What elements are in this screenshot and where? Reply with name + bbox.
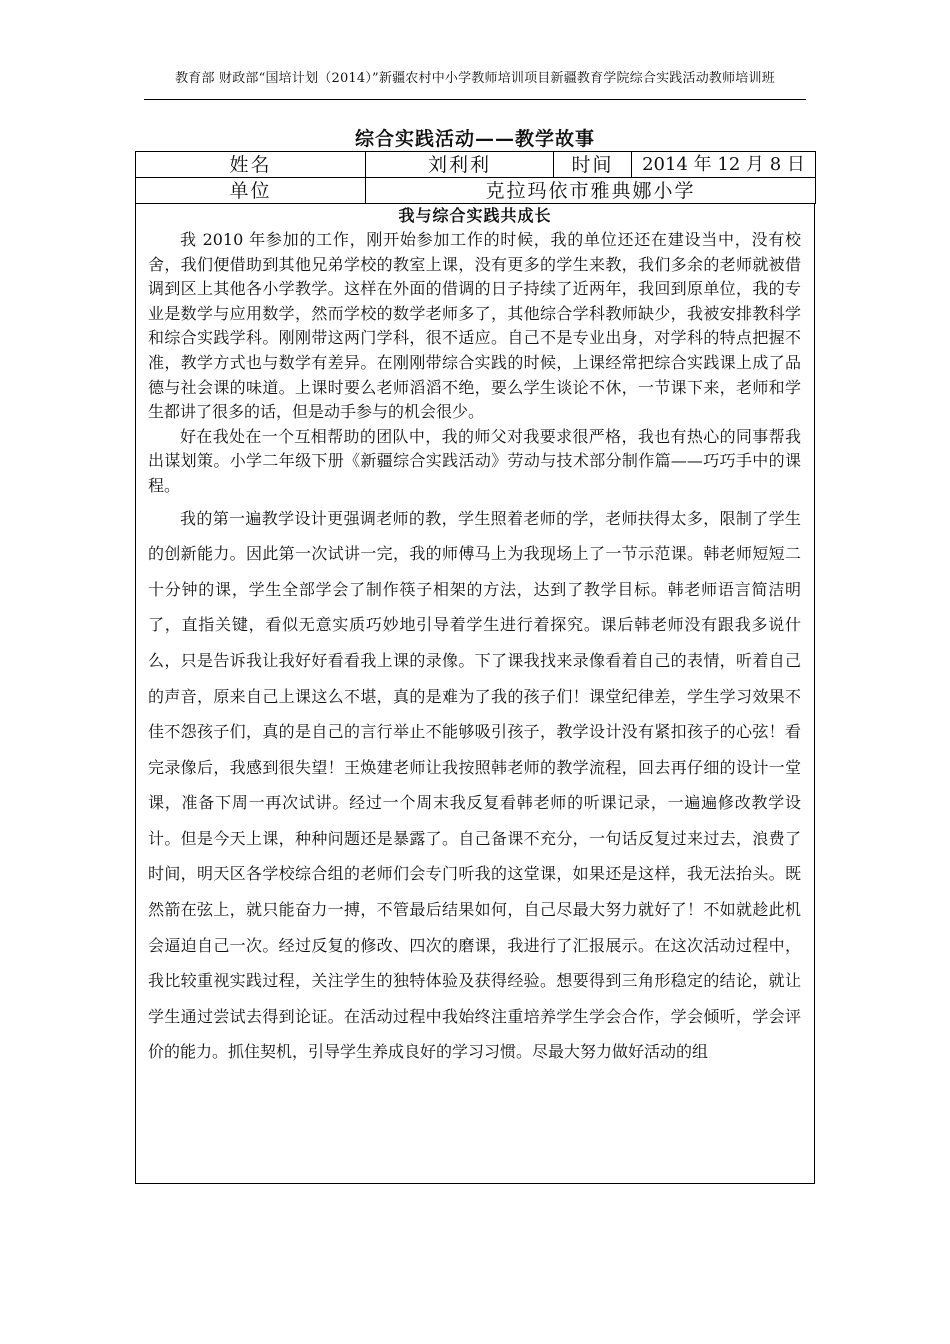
time-value: 2014 年 12 月 8 日 <box>632 152 816 178</box>
story-paragraph: 我的第一遍教学设计更强调老师的教，学生照着老师的学，老师扶得太多，限制了学生的创新能力。因此第一次试讲一完，我的师傅马上为我现场上了一节示范课。韩老师短短二十分钟的课，学生全部学会了制作筷子相架的方法，达到了教学目标。韩老师语言简洁明了，直指关键，看似无意实质巧妙地引导着学生进行着探究。课后韩老师没有跟我多说什么，只是告诉我让我好好看看我上课的录像。下了课我找来录像看着自己的表情，听着自己的声音，原来自己上课这么不堪，真的是难为了我的孩子们！课堂纪律差，学生学习效果不佳不怨孩子们，真的是自己的言行举止不能够吸引孩子，教学设计没有紧扣孩子的心弦！看完录像后，我感到很失望！王焕建老师让我按照韩老师的教学流程，回去再仔细的设计一堂课，准备下周一再次试讲。经过一个周末我反复看韩老师的听课记录，一遍遍修改教学设计。但是今天上课，种种问题还是暴露了。自己备课不充分，一句话反复过来过去，浪费了时间，明天区各学校综合组的老师们会专门听我的这堂课，如果还是这样，我无法抬头。既然箭在弦上，就只能奋力一搏，不管最后结果如何，自己尽最大努力就好了！不如就趁此机会逼迫自己一次。经过反复的修改、四次的磨课，我进行了汇报展示。在这次活动过程中，我比较重视实践过程，关注学生的独特体验及获得经验。想要得到三角形稳定的结论，就让学生通过尝试去得到论证。在活动过程中我始终注重培养学生学会合作，学会倾听，学会评价的能力。抓住契机，引导学生养成良好的学习习惯。尽最大努力做好活动的组 <box>148 508 801 1062</box>
info-row-name <box>136 152 816 178</box>
story-paragraph: 好在我处在一个互相帮助的团队中，我的师父对我要求很严格，我也有热心的同事帮我出谋划策。小学二年级下册《新疆综合实践活动》劳动与技术部分制作篇——巧巧手中的课程。 <box>148 426 801 495</box>
document-title: 综合实践活动——教学故事 <box>354 128 595 150</box>
name-value: 刘利利 <box>366 152 554 178</box>
story-paragraph: 我 2010 年参加的工作，刚开始参加工作的时候，我的单位还还在建设当中，没有校舍，我们便借助到其他兄弟学校的教室上课，没有更多的学生来教，我们多余的老师就被借调到区上其他各小学教学。这样在外面的借调的日子持续了近两年，我回到原单位，我的专业是数学与应用数学，然而学校的数学老师多了，其他综合学科教师缺少，我被安排教科学和综合实践学科。刚刚带这两门学科，很不适应。自己不是专业出身，对学科的特点把握不准，教学方式也与数学有差异。在刚刚带综合实践的时候，上课经常把综合实践课上成了品德与社会课的味道。上课时要么老师滔滔不绝，要么学生谈论不休，一节课下来，老师和学生都讲了很多的话，但是动手参与的机会很少。 <box>148 230 801 422</box>
info-row-unit <box>136 178 816 204</box>
page-header: 教育部 财政部“国培计划（2014）”新疆农村中小学教师培训项目新疆教育学院综合实践活动教师培训班 <box>175 71 775 86</box>
header-divider <box>144 99 806 100</box>
story-body <box>135 203 815 1184</box>
unit-value: 克拉玛依市雅典娜小学 <box>366 178 816 204</box>
story-title: 我与综合实践共成长 <box>398 206 552 225</box>
name-label: 姓名 <box>136 152 366 178</box>
info-table <box>135 151 816 204</box>
unit-label: 单位 <box>136 178 366 204</box>
time-label: 时间 <box>554 152 632 178</box>
